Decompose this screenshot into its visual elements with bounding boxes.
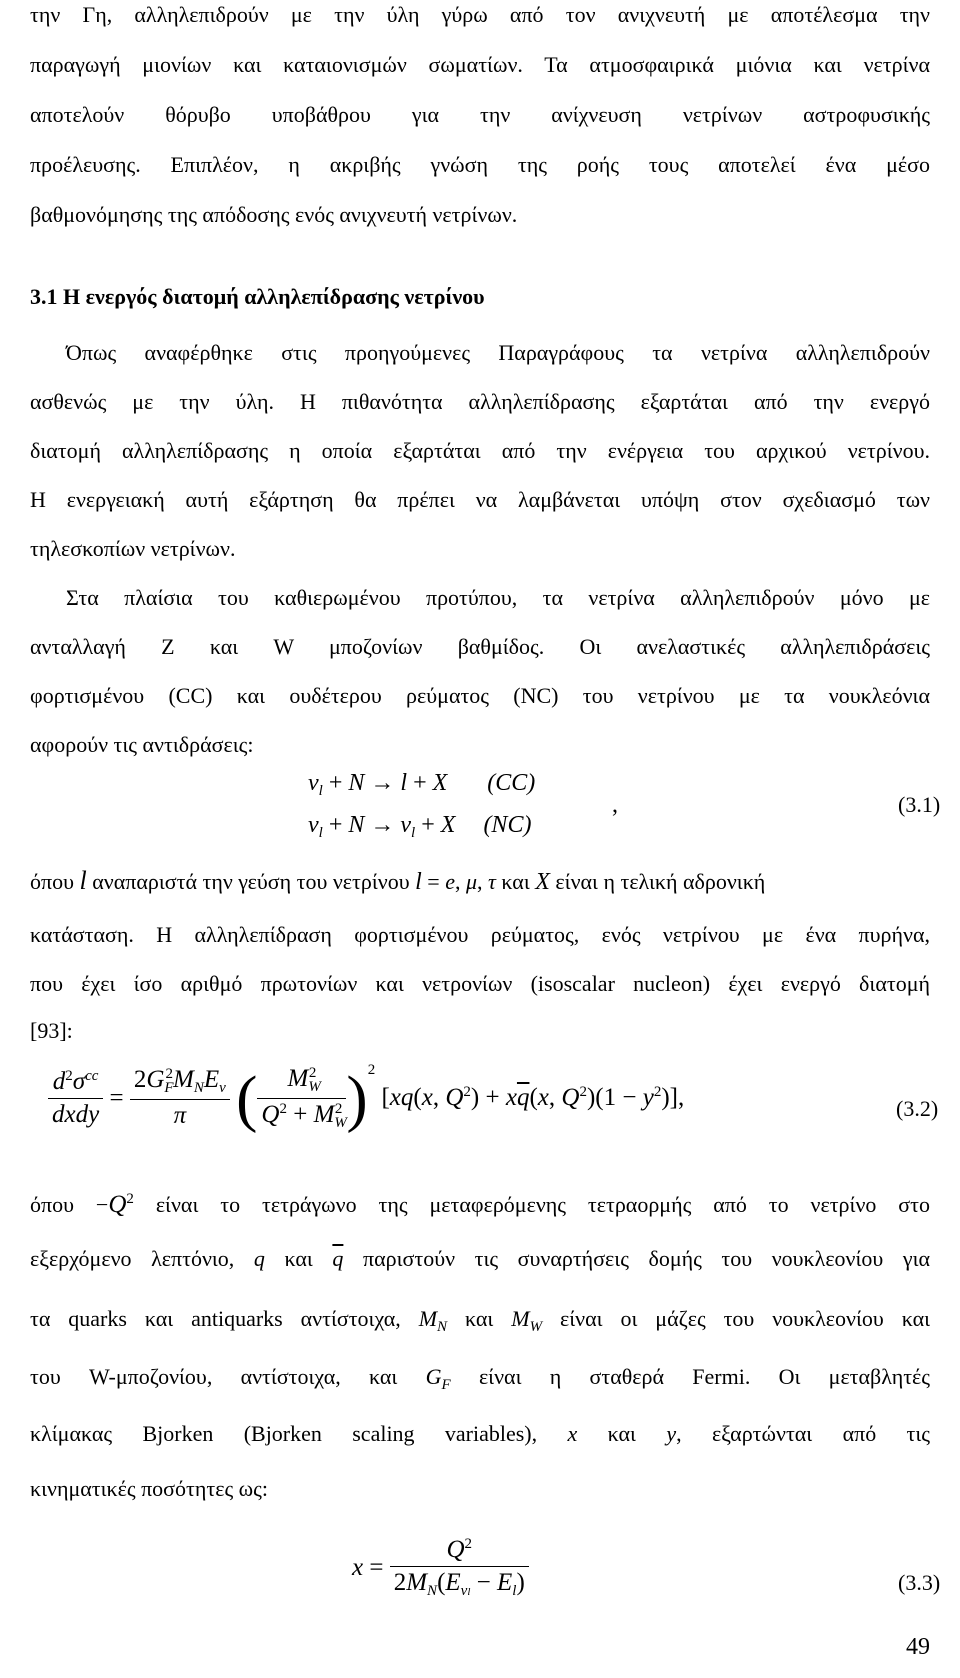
nc-label: (NC) xyxy=(483,812,532,838)
text-line: Η ενεργειακή αυτή εξάρτηση θα πρέπει να λαμβάνεται υπόψη στον σχεδιασμό των xyxy=(30,487,930,512)
text-line: όπου l αναπαριστά την γεύση του νετρίνου l = e, μ, τ και X είναι η τελική αδρονική xyxy=(30,866,766,895)
text-line: αφορούν τις αντιδράσεις: xyxy=(30,732,254,757)
text-line: την Γη, αλληλεπιδρούν με την ύλη γύρω από τον ανιχνευτή με αποτέλεσμα την xyxy=(30,2,930,27)
text-line: διατομή αλληλεπίδρασης η οποία εξαρτάται από την ενέργεια του αρχικού νετρίνου. xyxy=(30,438,930,463)
text-line: προέλευσης. Επιπλέον, η ακριβής γνώση της ροής τους αποτελεί ένα μέσο xyxy=(30,152,930,177)
text-line: ανταλλαγή Z και W μποζονίων βαθμίδος. Οι ανελαστικές αλληλεπιδράσεις xyxy=(30,634,930,659)
text-line: του W-μποζονίου, αντίστοιχα, και $G_F$ είναι η σταθερά Fermi. Οι μεταβλητές xyxy=(30,1364,931,1393)
page-number: 49 xyxy=(906,1634,930,1660)
text-line: βαθμονόμησης της απόδοσης ενός ανιχνευτή νετρίνων. xyxy=(30,202,518,227)
equation-number: (3.3) xyxy=(898,1570,941,1595)
text-line: παραγωγή μιονίων και καταιονισμών σωματίων. Τα ατμοσφαιρικά μιόνια και νετρίνα xyxy=(30,52,930,77)
text-line: που έχει ίσο αριθμό πρωτονίων και νετρονίων (isoscalar nucleon) έχει ενεργό διατομή xyxy=(30,971,930,996)
cc-label: (CC) xyxy=(487,770,536,796)
text-line: [93]: xyxy=(30,1018,73,1043)
text-line: κλίμακας Bjorken (Bjorken scaling variables), x και y, εξαρτώνται από τις xyxy=(30,1421,931,1446)
section-heading: 3.1 Η ενεργός διατομή αλληλεπίδρασης νετρίνου xyxy=(30,284,485,309)
equation-number: (3.1) xyxy=(898,792,941,817)
text-line: κινηματικές ποσότητες ως: xyxy=(30,1476,268,1501)
text-line: φορτισμένου (CC) και ουδέτερου ρεύματος (NC) του νετρίνου με τα νουκλεόνια xyxy=(30,683,930,708)
text-line: τηλεσκοπίων νετρίνων. xyxy=(30,536,236,561)
text-line: κατάσταση. Η αλληλεπίδραση φορτισμένου ρεύματος, ενός νετρίνου με ένα πυρήνα, xyxy=(30,922,930,947)
text-line: ασθενώς με την ύλη. Η πιθανότητα αλληλεπίδρασης εξαρτάται από την ενεργό xyxy=(30,389,930,414)
text-line: τα quarks και antiquarks αντίστοιχα, $M_N$ και $M_W$ είναι οι μάζες του νουκλεονίου και xyxy=(30,1306,931,1335)
text-line: Στα πλαίσια του καθιερωμένου προτύπου, τα νετρίνα αλληλεπιδρούν μόνο με xyxy=(66,585,930,610)
text-line: $ό\pi o\upsilon -Q^2$ είναι το τετράγωνο της μεταφερόμενης τετραορμής από το νετρίνο στο xyxy=(30,1191,931,1218)
text-line: αποτελούν θόρυβο υποβάθρου για την ανίχνευση νετρίνων αστροφυσικής xyxy=(30,102,930,127)
text-line: εξερχόμενο λεπτόνιο, q και $\overline{q}$ παριστούν τις συναρτήσεις δομής του νουκλεονίου για xyxy=(30,1246,931,1271)
equation-number: (3.2) xyxy=(896,1096,939,1121)
text-line: Όπως αναφέρθηκε στις προηγούμενες Παραγράφους τα νετρίνα αλληλεπιδρούν xyxy=(66,340,930,365)
